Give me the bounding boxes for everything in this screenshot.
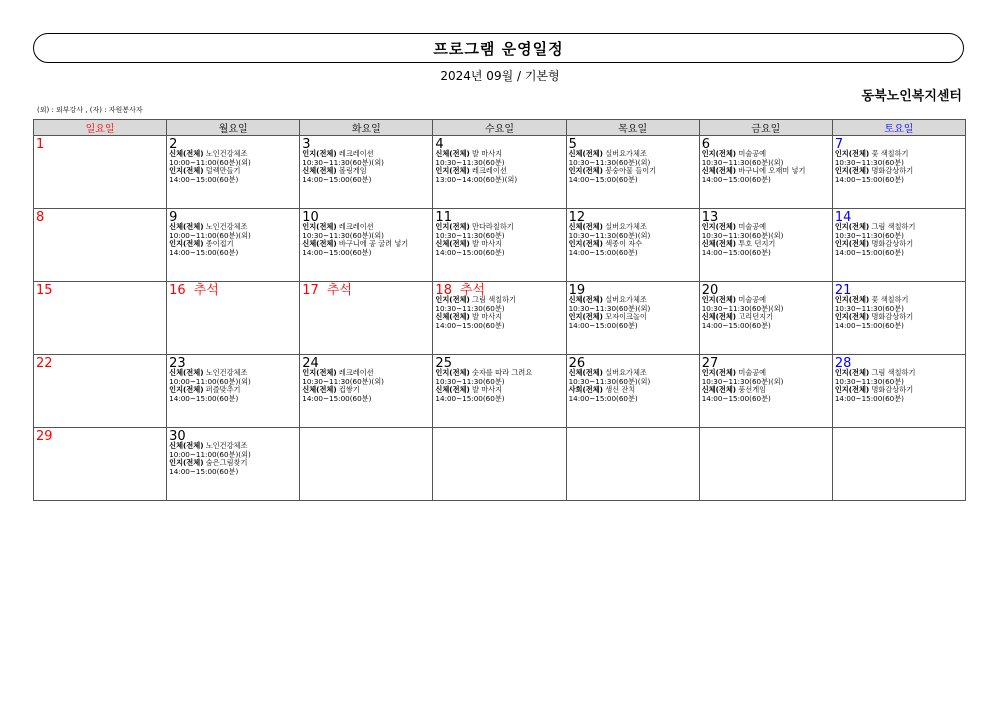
activity-name: 꽃 색칠하기 [869, 295, 909, 304]
activity-name: 컵쌓기 [336, 385, 360, 395]
day-number: 13 [701, 210, 719, 225]
activity-time: 14:00~15:00(60분) [302, 174, 372, 184]
weekday-header-saturday: 토요일 [832, 120, 965, 136]
activity-time: 10:30~11:30(60분)(외) [701, 157, 784, 167]
day-number: 20 [701, 283, 719, 298]
activity-category: 인지(전체) [701, 222, 737, 231]
activity-time: 10:30~11:30(60분) [834, 376, 904, 386]
activity-name: 노인건강체조 [203, 222, 248, 231]
activity-line [702, 249, 832, 258]
activity-line [302, 395, 432, 404]
activity-name: 발 마사지 [469, 385, 503, 395]
activity-category: 인지(전체) [302, 222, 337, 231]
day-number: 5 [568, 137, 577, 152]
activity-category: 신체(전체) [568, 295, 603, 304]
activity-category: 신체(전체) [435, 312, 470, 322]
activity-time: 14:00~15:00(60분) [834, 174, 904, 184]
activity-time: 14:00~15:00(60분) [568, 393, 638, 403]
day-number: 29 [36, 429, 53, 444]
activity-name: 봉숭아물 들이기 [602, 166, 657, 176]
activity-category: 신체(전체) [435, 385, 470, 395]
activity-name: 명화감상하기 [869, 312, 914, 322]
activity-name: 레크레이션 [336, 149, 374, 158]
activity-category: 신체(전체) [568, 368, 603, 377]
center-name: 동북노인복지센터 [861, 89, 962, 104]
activity-category: 인지(전체) [169, 385, 204, 395]
day-number: 22 [36, 356, 53, 371]
activity-name: 명화감상하기 [869, 239, 914, 249]
activity-category: 신체(전체) [169, 222, 204, 231]
activity-time: 10:30~11:30(60분)(외) [701, 230, 784, 240]
weekday-header-thursday: 목요일 [566, 120, 699, 136]
day-number: 14 [834, 210, 852, 225]
activity-time: 10:00~11:00(60분)(외) [169, 449, 251, 459]
activity-time: 14:00~15:00(60분) [701, 320, 771, 330]
activity-category: 신체(전체) [302, 385, 337, 395]
activity-line [435, 322, 565, 331]
activity-category: 인지(전체) [169, 166, 204, 176]
calendar-day-cell [300, 282, 433, 355]
day-number: 9 [169, 210, 178, 225]
activity-name: 생신 잔치 [602, 385, 636, 395]
activity-name: 미술공예 [736, 222, 767, 231]
activity-name: 실버요가체조 [602, 149, 647, 158]
activity-category: 인지(전체) [834, 295, 870, 304]
calendar-day-cell [832, 136, 965, 209]
activity-name: 노인건강체조 [203, 441, 248, 450]
calendar-day-cell [433, 209, 566, 282]
day-number: 16 [169, 283, 186, 298]
activity-time: 10:30~11:30(60분) [834, 230, 904, 240]
day-number: 2 [169, 137, 178, 152]
activity-category: 인지(전체) [568, 166, 603, 176]
activity-time: 14:00~15:00(60분) [834, 320, 904, 330]
activity-name: 발 마사지 [469, 239, 503, 249]
activity-name: 볼링게임 [336, 166, 367, 176]
activity-name: 바구니에 공 굴려 넣기 [336, 239, 409, 249]
activity-category: 인지(전체) [834, 222, 870, 231]
activity-category: 사회(전체) [568, 385, 603, 395]
activity-time: 14:00~15:00(60분) [834, 247, 904, 257]
activity-category: 인지(전체) [435, 222, 470, 231]
holiday-label: 추석 [459, 283, 486, 298]
activity-category: 인지(전체) [834, 239, 870, 249]
calendar-day-cell [167, 428, 300, 501]
activity-category: 인지(전체) [701, 368, 737, 377]
calendar-day-cell [34, 282, 167, 355]
day-number: 28 [834, 356, 852, 371]
activity-time: 14:00~15:00(60분) [435, 393, 505, 403]
legend-note: (외) : 외부강사 , (자) : 자원봉사자 [37, 106, 143, 114]
day-number: 30 [169, 429, 186, 444]
activity-line [835, 395, 965, 404]
activity-name: 미술공예 [736, 295, 767, 304]
activity-time: 14:00~15:00(60분) [435, 320, 505, 330]
activity-time: 14:00~15:00(60분) [701, 247, 771, 257]
activity-line [569, 395, 699, 404]
day-number: 19 [568, 283, 586, 298]
activity-name: 발 마사지 [469, 149, 503, 158]
calendar-day-cell [433, 355, 566, 428]
calendar-day-cell [832, 209, 965, 282]
activity-time: 14:00~15:00(60분) [701, 174, 771, 184]
activity-category: 인지(전체) [169, 458, 204, 468]
activity-name: 모자이크놀이 [602, 312, 647, 322]
activity-time: 10:00~11:00(60분)(외) [169, 376, 251, 386]
activity-category: 인지(전체) [435, 368, 470, 377]
calendar-week-row [34, 282, 966, 355]
activity-category: 신체(전체) [302, 166, 337, 176]
day-number: 6 [701, 137, 710, 152]
activity-name: 노인건강체조 [203, 149, 248, 158]
activity-time: 14:00~15:00(60분) [169, 247, 239, 257]
activity-category: 신체(전체) [435, 149, 470, 158]
weekday-header-row [34, 120, 966, 136]
activity-name: 꽃 색칠하기 [869, 149, 909, 158]
weekday-header-tuesday: 화요일 [300, 120, 433, 136]
calendar-day-cell [34, 136, 167, 209]
activity-line [569, 322, 699, 331]
calendar-day-cell [300, 428, 433, 501]
calendar-day-cell [34, 355, 167, 428]
activity-time: 14:00~15:00(60분) [568, 247, 638, 257]
day-number: 8 [36, 210, 45, 225]
calendar-day-cell [832, 428, 965, 501]
activity-name: 실버요가체조 [602, 295, 647, 304]
activity-time: 10:30~11:30(60분)(외) [568, 230, 651, 240]
activity-time: 14:00~15:00(60분) [701, 393, 771, 403]
activity-line [435, 249, 565, 258]
calendar-week-row [34, 136, 966, 209]
activity-name: 바구니에 오재미 넣기 [736, 166, 806, 176]
activity-name: 숫자를 따라 그려요 [469, 368, 533, 377]
activity-line [835, 176, 965, 185]
activity-time: 10:30~11:30(60분)(외) [302, 230, 384, 240]
calendar-day-cell [167, 209, 300, 282]
day-number: 15 [36, 283, 53, 298]
activity-time: 10:30~11:30(60분)(외) [568, 303, 651, 313]
day-number: 27 [701, 356, 719, 371]
calendar-day-cell [699, 209, 832, 282]
activity-name: 미술공예 [736, 368, 767, 377]
calendar-day-cell [699, 136, 832, 209]
activity-line [702, 395, 832, 404]
holiday-label: 추석 [193, 283, 219, 298]
activity-name: 명화감상하기 [869, 385, 914, 395]
calendar-day-cell [300, 355, 433, 428]
activity-name: 종이접기 [203, 239, 234, 249]
activity-name: 숨은그림찾기 [203, 458, 248, 468]
activity-category: 인지(전체) [834, 385, 870, 395]
activity-category: 신체(전체) [568, 149, 603, 158]
day-number: 18 [435, 283, 452, 298]
calendar-day-cell [699, 282, 832, 355]
holiday-label: 추석 [326, 283, 352, 298]
day-number: 3 [302, 137, 311, 152]
activity-category: 신체(전체) [435, 239, 470, 249]
activity-category: 신체(전체) [701, 239, 737, 249]
activity-time: 14:00~15:00(60분) [169, 466, 239, 476]
activity-name: 풍선게임 [736, 385, 767, 395]
activity-time: 10:30~11:30(60분) [834, 303, 904, 313]
activity-category: 신체(전체) [169, 441, 204, 450]
activity-time: 10:30~11:30(60분)(외) [302, 376, 384, 386]
activity-name: 미술공예 [736, 149, 767, 158]
calendar-day-cell [34, 428, 167, 501]
calendar-day-cell [699, 355, 832, 428]
weekday-header-wednesday: 수요일 [433, 120, 566, 136]
activity-name: 그림 색칠하기 [469, 295, 516, 304]
activity-line [169, 249, 299, 258]
activity-name: 색종이 자수 [602, 239, 643, 249]
day-number: 26 [568, 356, 586, 371]
activity-category: 인지(전체) [435, 295, 470, 304]
calendar-day-cell [566, 355, 699, 428]
page-subtitle: 2024년 09월 / 기본형 [440, 69, 560, 83]
activity-time: 14:00~15:00(60분) [302, 393, 372, 403]
activity-time: 14:00~15:00(60분) [568, 320, 638, 330]
activity-name: 그림 색칠하기 [869, 368, 916, 377]
activity-time: 13:00~14:00(60분)(외) [435, 174, 518, 184]
activity-line [435, 395, 565, 404]
activity-category: 신체(전체) [701, 166, 737, 176]
activity-time: 14:00~15:00(60분) [568, 174, 638, 184]
weekday-header-friday: 금요일 [699, 120, 832, 136]
activity-name: 명화감상하기 [869, 166, 914, 176]
calendar-day-cell [167, 136, 300, 209]
activity-category: 인지(전체) [302, 149, 337, 158]
day-number: 17 [302, 283, 319, 298]
activity-name: 레크레이션 [336, 222, 374, 231]
activity-name: 그림 색칠하기 [869, 222, 916, 231]
activity-time: 10:00~11:00(60분)(외) [169, 230, 251, 240]
activity-category: 인지(전체) [834, 368, 870, 377]
weekday-header-sunday: 일요일 [34, 120, 167, 136]
activity-time: 10:30~11:30(60분) [435, 157, 505, 167]
activity-category: 신체(전체) [302, 239, 337, 249]
day-number: 23 [169, 356, 186, 371]
activity-category: 신체(전체) [701, 385, 737, 395]
calendar-day-cell [832, 355, 965, 428]
activity-line [835, 322, 965, 331]
activity-time: 10:30~11:30(60분) [435, 230, 505, 240]
calendar-day-cell [832, 282, 965, 355]
day-number: 24 [302, 356, 319, 371]
day-number: 1 [36, 137, 45, 152]
activity-time: 10:30~11:30(60분)(외) [701, 376, 784, 386]
activity-category: 신체(전체) [169, 149, 204, 158]
activity-category: 인지(전체) [834, 149, 870, 158]
calendar-week-row [34, 428, 966, 501]
calendar-day-cell [34, 209, 167, 282]
calendar-day-cell [300, 209, 433, 282]
activity-line [702, 176, 832, 185]
calendar-day-cell [566, 209, 699, 282]
activity-category: 신체(전체) [568, 222, 603, 231]
day-number: 21 [834, 283, 852, 298]
activity-line [569, 176, 699, 185]
activity-time: 10:30~11:30(60분)(외) [302, 157, 384, 167]
activity-category: 신체(전체) [701, 312, 737, 322]
activity-time: 10:30~11:30(60분) [435, 376, 505, 386]
activity-category: 인지(전체) [302, 368, 337, 377]
activity-category: 신체(전체) [169, 368, 204, 377]
day-number: 4 [435, 137, 444, 152]
activity-category: 인지(전체) [435, 166, 470, 176]
calendar-day-cell [699, 428, 832, 501]
activity-time: 14:00~15:00(60분) [169, 174, 239, 184]
page-title: 프로그램 운영일정 [33, 33, 964, 63]
activity-time: 14:00~15:00(60분) [435, 247, 505, 257]
activity-line [169, 395, 299, 404]
activity-time: 14:00~15:00(60분) [834, 393, 904, 403]
calendar-day-cell [300, 136, 433, 209]
activity-line [435, 176, 565, 185]
day-number: 12 [568, 210, 586, 225]
activity-category: 인지(전체) [568, 312, 603, 322]
calendar-week-row [34, 355, 966, 428]
activity-category: 인지(전체) [701, 295, 737, 304]
activity-time: 10:30~11:30(60분)(외) [701, 303, 784, 313]
activity-line [302, 249, 432, 258]
calendar-day-cell [566, 282, 699, 355]
calendar-day-cell [433, 136, 566, 209]
activity-name: 노인건강체조 [203, 368, 248, 377]
activity-time: 14:00~15:00(60분) [169, 393, 239, 403]
activity-line [169, 468, 299, 477]
day-number: 7 [834, 137, 844, 152]
calendar-day-cell [167, 355, 300, 428]
activity-name: 덜렉만들기 [203, 166, 241, 176]
activity-line [835, 249, 965, 258]
calendar-day-cell [433, 282, 566, 355]
activity-line [169, 176, 299, 185]
day-number: 25 [435, 356, 452, 371]
activity-line [702, 322, 832, 331]
calendar-day-cell [167, 282, 300, 355]
activity-line [302, 176, 432, 185]
activity-name: 실버요가체조 [602, 222, 647, 231]
activity-category: 인지(전체) [169, 239, 204, 249]
calendar-day-cell [433, 428, 566, 501]
calendar-day-cell [566, 428, 699, 501]
activity-name: 퍼즐맞추기 [203, 385, 241, 395]
activity-name: 투호 던지기 [736, 239, 776, 249]
activity-name: 실버요가체조 [602, 368, 647, 377]
weekday-header-monday: 월요일 [167, 120, 300, 136]
activity-time: 10:30~11:30(60분)(외) [568, 157, 651, 167]
activity-time: 14:00~15:00(60분) [302, 247, 372, 257]
activity-time: 10:30~11:30(60분)(외) [568, 376, 651, 386]
activity-time: 10:30~11:30(60분) [834, 157, 904, 167]
day-number: 10 [302, 210, 319, 225]
activity-category: 인지(전체) [568, 239, 603, 249]
calendar-day-cell [566, 136, 699, 209]
activity-time: 10:30~11:30(60분) [435, 303, 505, 313]
activity-category: 인지(전체) [701, 149, 737, 158]
activity-name: 만다라칠하기 [469, 222, 514, 231]
calendar-week-row [34, 209, 966, 282]
activity-name: 고리던지기 [736, 312, 774, 322]
calendar-table [33, 119, 966, 501]
activity-category: 인지(전체) [834, 312, 870, 322]
activity-name: 레크레이션 [336, 368, 374, 377]
activity-line [569, 249, 699, 258]
day-number: 11 [435, 210, 452, 225]
activity-name: 발 마사지 [469, 312, 503, 322]
activity-time: 10:00~11:00(60분)(외) [169, 157, 251, 167]
activity-name: 레크레이션 [469, 166, 507, 176]
activity-category: 인지(전체) [834, 166, 870, 176]
